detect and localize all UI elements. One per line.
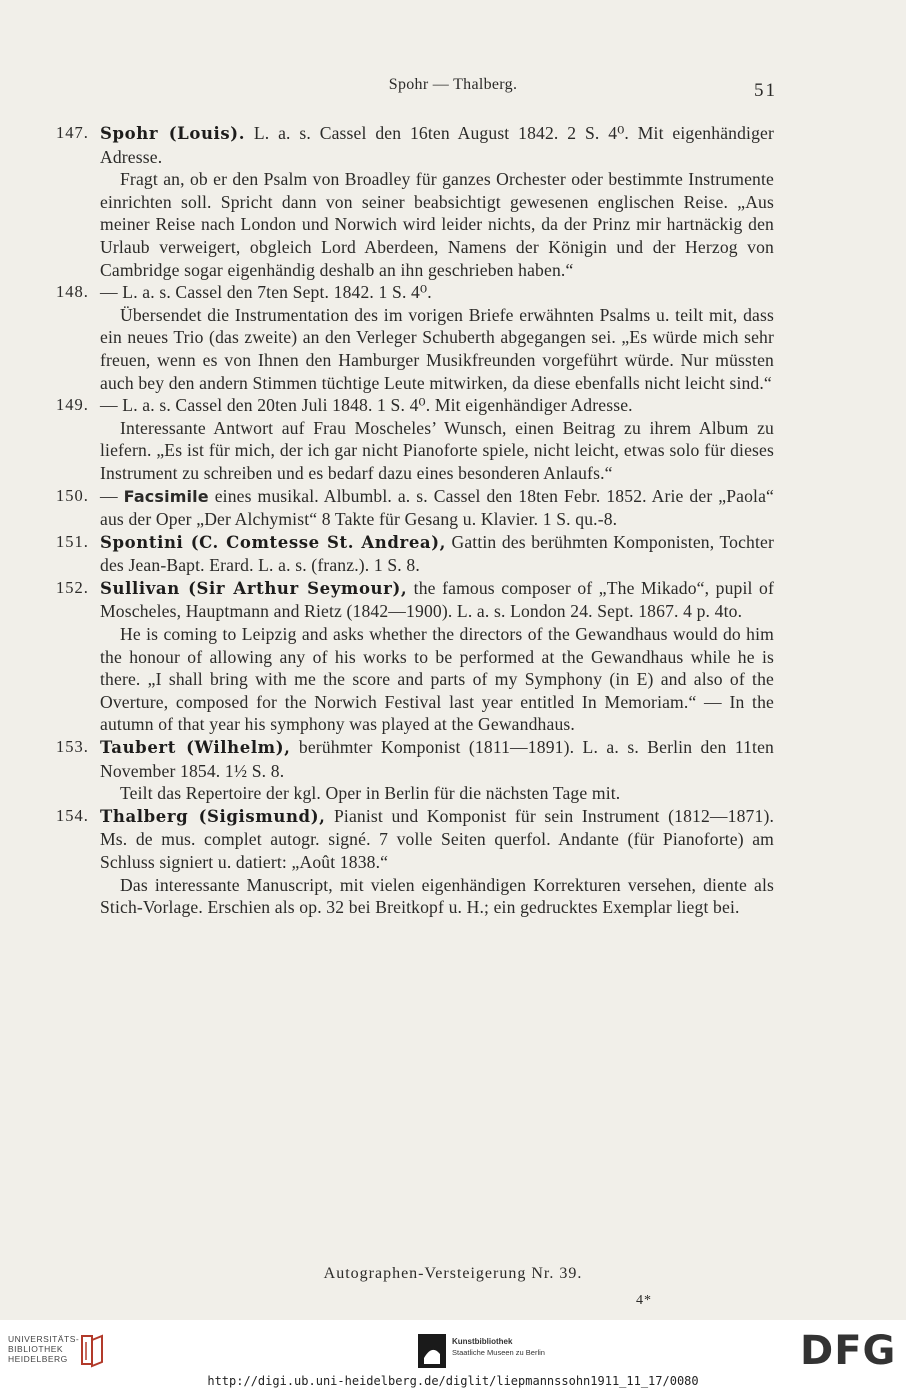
entry-heading <box>100 122 774 168</box>
entry-details: — L. a. s. Cassel den 20ten Juli 1848. 1 S. 4⁰. Mit eigenhändiger Adresse. <box>100 395 633 416</box>
entry-description: Teilt das Repertoire der kgl. Oper in Berlin für die nächsten Tage mit. <box>120 783 621 804</box>
catalog-entry-149 <box>58 394 774 484</box>
library-footer-bar <box>0 1320 906 1390</box>
entry-details: the famous composer of „The Mikado“, pupil of Moscheles, Hauptmann and Rietz (1842—1900). L. a. s. London 24. Sept. 1867. 4 p. 4to. <box>100 577 774 622</box>
catalog-footer: Autographen-Versteigerung Nr. 39. <box>323 1265 583 1282</box>
entry-details: berühmter Komponist (1811—1891). L. a. s. Berlin den 11ten November 1854. 1½ S. 8. <box>100 737 774 781</box>
catalog-body <box>58 122 774 919</box>
dfg-logo: DFG <box>800 1328 897 1374</box>
kunstbibliothek-title: Kunstbibliothek <box>452 1337 513 1346</box>
entry-heading <box>100 577 774 623</box>
catalog-entry-150 <box>58 485 774 531</box>
entry-number: 152. <box>56 577 89 597</box>
entry-heading <box>100 394 774 417</box>
entry-name: Spontini (C. Comtesse St. Andrea), <box>100 532 446 552</box>
entry-heading <box>100 531 774 577</box>
entry-description: Fragt an, ob er den Psalm von Broadley für ganzes Orchester oder bestimmte Instrumente einrichten soll. Spricht dann von seiner beabsichtigt gewesenen englischen Reise. „Aus meiner Reise nach London und Norwich wird leider nichts, da der Prinz mir hartnäckig den Urlaub verweigert, obgleich Lord Aberdeen, Namens der Königin und der Herzog von Cambridge sogar eigenhändig deshalb an ihn geschrieben haben.“ <box>100 169 774 280</box>
catalog-entry-151 <box>58 531 774 577</box>
entry-description: Übersendet die Instrumentation des im vorigen Briefe erwähnten Psalms u. teilt mit, dass ein neues Trio (das zweite) an den Verleger Schuberth abgegangen sei. „Es würde mich sehr freuen, wenn es von Ihnen den Hamburger Musikfreunden vorgeführt würde. Nur müssten auch bey den andern Stimmen tüchtige Leute mitwirken, da diese ebenfalls nicht leicht sind.“ <box>100 304 774 393</box>
entry-details: Gattin des berühmten Komponisten, Tochter des Jean-Bapt. Erard. L. a. s. (franz.). 1 S. 8. <box>100 531 774 576</box>
entry-name: Sullivan (Sir Arthur Seymour), <box>100 578 408 598</box>
entry-number: 149. <box>56 395 89 415</box>
entry-details: Pianist und Komponist für sein Instrument (1812—1871). Ms. de mus. complet autogr. signé. 7 volle Seiten querfol. Andante (für Pianoforte) am Schluss signiert u. datiert: „Août 1838.“ <box>100 805 775 872</box>
entry-number: 154. <box>56 805 89 825</box>
entry-description: Das interessante Manuscript, mit vielen eigenhändigen Korrekturen versehen, diente als Stich-Vorlage. Erschien als op. 32 bei Breitkopf u. H.; ein gedrucktes Exemplar liegt bei. <box>100 874 774 918</box>
source-url[interactable]: http://digi.ub.uni-heidelberg.de/diglit/liepmannssohn1911_11_17/0080 <box>207 1374 699 1388</box>
entry-number: 148. <box>56 282 89 302</box>
entry-details: eines musikal. Albumbl. a. s. Cassel den 18ten Febr. 1852. Arie der „Paola“ aus der Oper „Der Alchymist“ 8 Takte für Gesang u. Klavier. 1 S. qu.-8. <box>100 485 774 530</box>
page-number: 51 <box>754 80 777 101</box>
entry-highlight: Facsimile <box>123 486 209 506</box>
entry-number: 147. <box>56 123 89 142</box>
kunstbibliothek-subtitle: Staatliche Museen zu Berlin <box>452 1348 545 1357</box>
entry-heading <box>100 281 774 304</box>
university-library-label: UNIVERSITÄTS- BIBLIOTHEK HEIDELBERG <box>8 1334 80 1364</box>
entry-heading <box>100 736 774 782</box>
catalog-entry-152 <box>58 577 774 736</box>
entry-name: Thalberg (Sigismund), <box>100 806 326 826</box>
entry-heading <box>100 805 774 874</box>
catalog-entry-154 <box>58 805 774 919</box>
entry-number: 153. <box>56 737 89 757</box>
catalog-entry-148 <box>58 281 774 394</box>
signature-mark: 4* <box>636 1293 652 1308</box>
entry-number: 150. <box>56 485 89 505</box>
entry-number: 151. <box>56 531 89 551</box>
entry-description: Interessante Antwort auf Frau Moscheles’ Wunsch, einen Beitrag zu ihrem Album zu liefern. „Es ist für mich, der ich gar nicht Pianoforte spiele, nicht leicht, etwas solo für dieses Instrument zu schreiben und es bedarf dazu eines besonderen Anlaufs.“ <box>100 417 774 483</box>
kunstbibliothek-label <box>452 1336 545 1358</box>
catalog-entry-147 <box>58 122 774 281</box>
kunstbibliothek-logo-icon <box>418 1334 446 1373</box>
entry-details: L. a. s. Cassel den 16ten August 1842. 2 S. 4⁰. Mit eigenhändiger Adresse. <box>100 123 775 167</box>
running-title: Spohr — Thalberg. <box>388 76 518 93</box>
entry-name: Taubert (Wilhelm), <box>100 738 291 758</box>
entry-details: — L. a. s. Cassel den 7ten Sept. 1842. 1 S. 4⁰. <box>100 282 432 303</box>
entry-description: He is coming to Leipzig and asks whether the directors of the Gewandhaus would do him the honour of allowing any of his works to be performed at the Gewandhaus while he is there. „I shall bring with me the score and parts of my Symphony (in E) and also of the Overture, composed for the Norwich Festival last year entitled In Memoriam.“ — In the autumn of that year his symphony was played at the Gewandhaus. <box>100 624 774 735</box>
entry-prefix: — <box>100 485 124 506</box>
entry-heading <box>100 485 774 531</box>
catalog-entry-153 <box>58 736 774 805</box>
entry-name: Spohr (Louis). <box>100 124 246 143</box>
university-logo-icon <box>80 1332 106 1373</box>
